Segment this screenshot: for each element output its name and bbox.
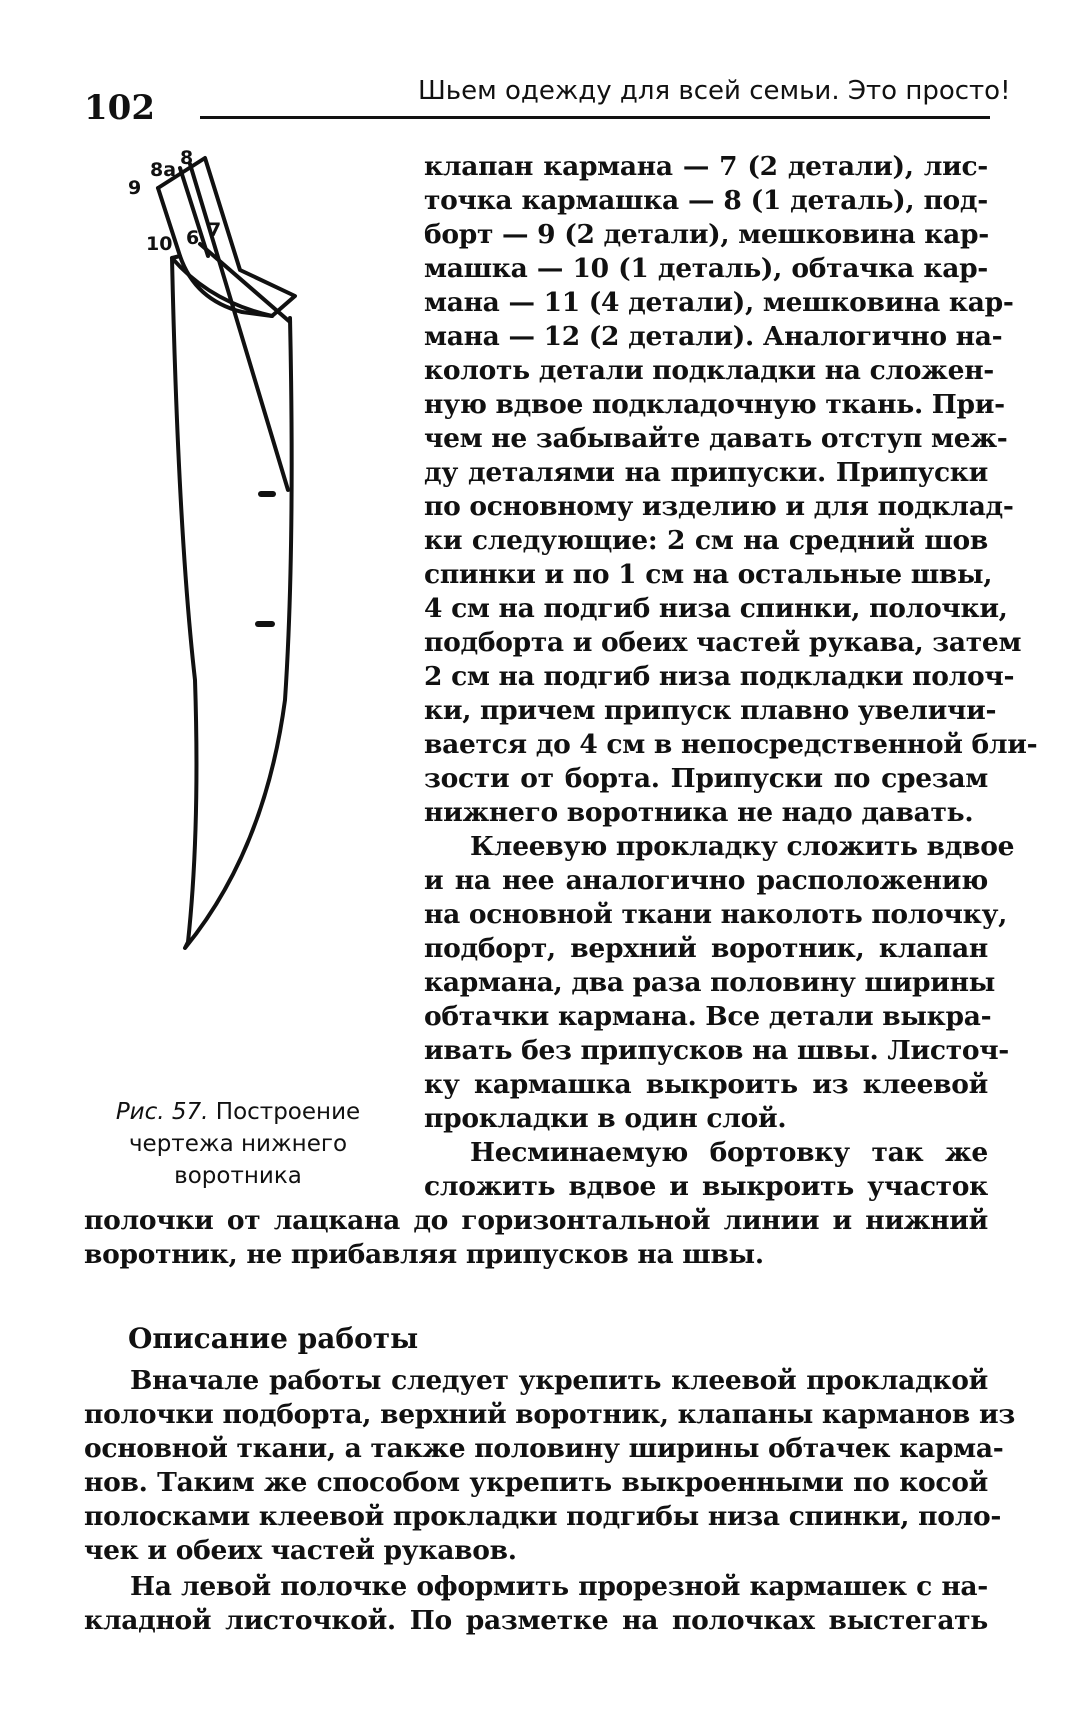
text-line: точка кармашка — 8 (1 деталь), под- — [424, 185, 988, 216]
text-line: ду деталями на припуски. Припуски — [424, 457, 988, 488]
text-line: на основной ткани наколоть полочку, — [424, 899, 1008, 930]
collar-pattern-figure — [128, 147, 400, 1050]
text-line: клапан кармана — 7 (2 детали), лис- — [424, 151, 988, 182]
text-line: основной ткани, а также половину ширины обтачек карма- — [84, 1433, 1004, 1464]
page-number: 102 — [84, 88, 155, 128]
running-title: Шьем одежду для всей семьи. Это просто! — [418, 76, 1011, 106]
label-8a: 8а — [150, 159, 177, 181]
text-line: и на нее аналогично расположению — [424, 865, 988, 896]
text-line: Несминаемую бортовку так же — [470, 1137, 988, 1168]
text-line: мана — 11 (4 детали), мешковина кар- — [424, 287, 1014, 318]
text-line: прокладки в один слой. — [424, 1103, 787, 1134]
section-heading: Описание работы — [128, 1322, 419, 1355]
text-line: полочки подборта, верхний воротник, клапаны карманов из — [84, 1399, 1015, 1430]
label-7: 7 — [208, 219, 222, 241]
construction-line-3 — [200, 244, 290, 322]
caption-line: воротника — [174, 1163, 302, 1189]
text-line: На левой полочке оформить прорезной кармашек с на- — [130, 1571, 988, 1602]
text-line: полосками клеевой прокладки подгибы низа спинки, поло- — [84, 1501, 1002, 1532]
text-line: мана — 12 (2 детали). Аналогично на- — [424, 321, 1003, 352]
text-line: Вначале работы следует укрепить клеевой прокладкой — [130, 1365, 988, 1396]
text-line: полочки от лацкана до горизонтальной линии и нижний — [84, 1205, 988, 1236]
text-line: кладной листочкой. По разметке на полочках выстегать — [84, 1605, 988, 1636]
text-line: ку кармашка выкроить из клеевой — [424, 1069, 988, 1100]
text-line: колоть детали подкладки на сложен- — [424, 355, 994, 386]
text-line: чем не забывайте давать отступ меж- — [424, 423, 1008, 454]
text-line: кармана, два раза половину ширины — [424, 967, 995, 998]
caption-number: Рис. 57. — [115, 1099, 209, 1125]
text-line: ки, причем припуск плавно увеличи- — [424, 695, 997, 726]
text-line: 4 см на подгиб низа спинки, полочки, — [424, 593, 1008, 624]
text-line: воротник, не прибавляя припусков на швы. — [84, 1239, 764, 1270]
text-line: нов. Таким же способом укрепить выкроенными по косой — [84, 1467, 988, 1498]
caption-text: Построение — [215, 1099, 361, 1125]
collar-pattern-drawing — [128, 147, 400, 1050]
text-line: ную вдвое подкладочную ткань. При- — [424, 389, 1005, 420]
caption-line: чертежа нижнего — [128, 1131, 348, 1157]
text-line: машка — 10 (1 деталь), обтачка кар- — [424, 253, 988, 284]
text-line: Клеевую прокладку сложить вдвое — [470, 831, 1015, 862]
text-line: спинки и по 1 см на остальные швы, — [424, 559, 993, 590]
label-9: 9 — [128, 177, 142, 199]
text-line: вается до 4 см в непосредственной бли- — [424, 729, 1038, 760]
text-line: подборта и обеих частей рукава, затем — [424, 627, 1022, 658]
construction-line-2 — [190, 164, 288, 490]
text-line: 2 см на подгиб низа подкладки полоч- — [424, 661, 1015, 692]
label-8: 8 — [180, 147, 194, 169]
collar-outline — [158, 158, 295, 948]
header-rule — [200, 116, 990, 119]
text-line: ки следующие: 2 см на средний шов — [424, 525, 988, 556]
label-6: 6 — [186, 227, 200, 249]
text-line: ивать без припусков на швы. Листоч- — [424, 1035, 1009, 1066]
text-line: обтачки кармана. Все детали выкра- — [424, 1001, 992, 1032]
figure-caption — [88, 1096, 388, 1192]
caption-line — [88, 1096, 388, 1128]
text-line: нижнего воротника не надо давать. — [424, 797, 974, 828]
text-line: сложить вдвое и выкроить участок — [424, 1171, 988, 1202]
text-line: чек и обеих частей рукавов. — [84, 1535, 517, 1566]
label-10: 10 — [146, 233, 173, 255]
text-line: подборт, верхний воротник, клапан — [424, 933, 988, 964]
text-line: по основному изделию и для подклад- — [424, 491, 1014, 522]
text-line: борт — 9 (2 детали), мешковина кар- — [424, 219, 989, 250]
text-line: зости от борта. Припуски по срезам — [424, 763, 988, 794]
